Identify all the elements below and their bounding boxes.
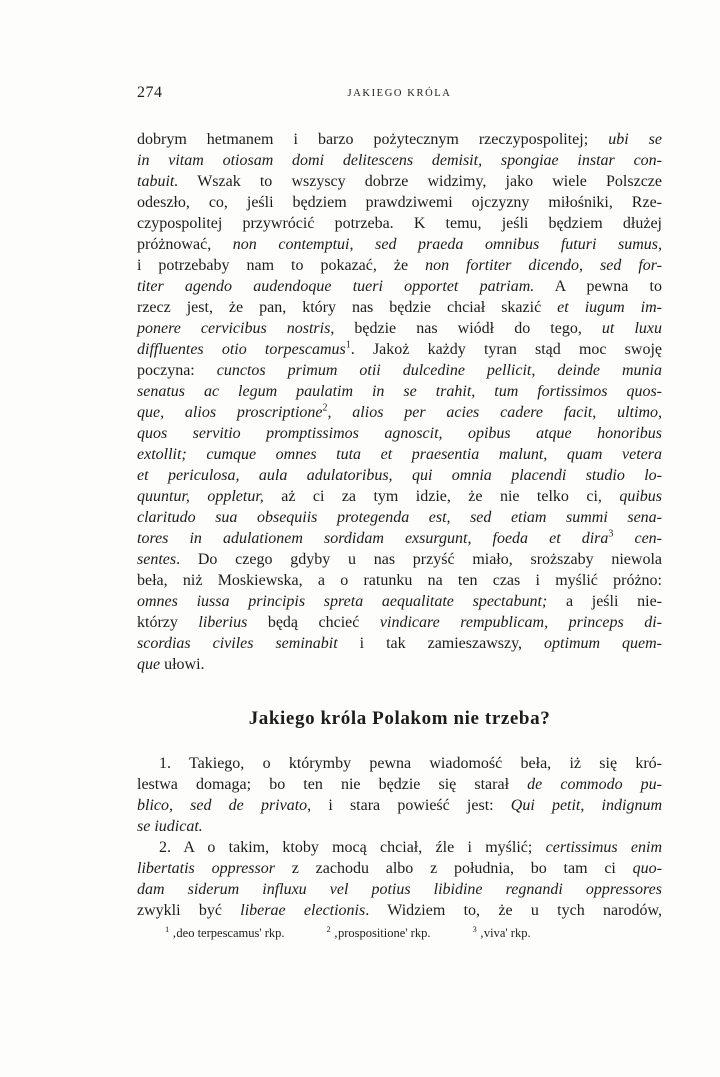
text-line: czypospolitej przywrócić potrzeba. K temu, jeśli będziem dłużej bbox=[137, 215, 662, 232]
page-header bbox=[137, 84, 662, 106]
text-line: in vitam otiosam domi delitescens demisit, spongiae instar con- bbox=[137, 152, 662, 169]
text-line: scordias civiles seminabit i tak zamieszawszy, optimum quem- bbox=[137, 635, 663, 652]
body-paragraph-continuation bbox=[137, 129, 662, 675]
text-line: którzy liberius będą chcieć vindicare rempublicam, princeps di- bbox=[137, 614, 662, 631]
text-line: i potrzebaby nam to pokazać, że non fortiter dicendo, sed for- bbox=[137, 257, 663, 274]
footnote-2 bbox=[326, 923, 431, 941]
text-line: claritudo sua obsequiis protegenda est, sed etiam summi sena- bbox=[137, 509, 662, 526]
footnote-2-marker: 2 bbox=[326, 923, 331, 934]
footnote-3-marker: 3 bbox=[472, 923, 477, 934]
text-column bbox=[137, 129, 662, 921]
text-line: blico, sed de privato, i stara powieść jest: Qui petit, indignum bbox=[137, 797, 662, 814]
text-line: 2. A o takim, ktoby mocą chciał, źle i myślić; certissimus enim bbox=[159, 839, 662, 856]
text-line: libertatis oppressor z zachodu albo z południa, bo tam ci quo- bbox=[137, 860, 662, 877]
text-line: zwykli być liberae electionis. Widziem to, że u tych narodów, bbox=[137, 902, 662, 919]
text-line: lestwa domaga; bo ten nie będzie się starał de commodo pu- bbox=[137, 776, 663, 793]
text-line: dobrym hetmanem i barzo pożytecznym rzeczypospolitej; ubi se bbox=[137, 131, 662, 148]
text-line: rzecz jest, że pan, który nas będzie chciał skazić et iugum im- bbox=[137, 299, 663, 316]
text-line: odeszło, co, jeśli będziem prawdziwemi ojczyzny miłośniki, Rze- bbox=[137, 194, 662, 211]
footnote-2-text: ‚prospositione' rkp. bbox=[333, 926, 431, 940]
footnotes-row bbox=[137, 923, 662, 941]
running-title: JAKIEGO KRÓLA bbox=[347, 88, 452, 99]
text-line: sentes. Do czego gdyby u nas przyść miało, sroższaby niewola bbox=[137, 551, 662, 568]
text-line: extollit; cumque omnes tuta et praesentia malunt, quam vetera bbox=[137, 446, 662, 463]
text-line: diffluentes otio torpescamus$^1$. Jakoż każdy tyran stąd moc swoję bbox=[137, 339, 662, 358]
text-line: próżnować, non contemptui, sed praeda omnibus futuri sumus, bbox=[137, 236, 662, 253]
footnote-1-marker: 1 bbox=[165, 923, 170, 934]
text-line: titer agendo audendoque tueri opportet patriam. A pewna to bbox=[137, 278, 662, 295]
text-line: senatus ac legum paulatim in se trahit, tum fortissimos quos- bbox=[137, 383, 662, 400]
text-line: que ułowi. bbox=[137, 656, 205, 673]
footnote-3 bbox=[472, 923, 531, 941]
body-paragraph-2 bbox=[137, 837, 662, 921]
text-line: se iudicat. bbox=[137, 818, 203, 835]
text-line: tores in adulationem sordidam exsurgunt, foeda et dira$^3$ cen- bbox=[137, 528, 662, 547]
footnote-3-text: ‚viva' rkp. bbox=[479, 926, 531, 940]
section-heading: Jakiego króla Polakom nie trzeba? bbox=[248, 708, 551, 729]
footnote-1 bbox=[165, 923, 285, 941]
text-line: que, alios proscriptione$^2$, alios per acies cadere facit, ultimo, bbox=[137, 402, 662, 421]
text-line: et periculosa, aula adulatoribus, qui omnia placendi studio lo- bbox=[137, 467, 662, 484]
text-line: omnes iussa principis spreta aequalitate spectabunt; a jeśli nie- bbox=[137, 593, 663, 610]
footnote-1-text: ‚deo terpescamus' rkp. bbox=[172, 926, 285, 940]
text-line: ponere cervicibus nostris, będzie nas wiódł do tego, ut luxu bbox=[137, 320, 662, 337]
text-line: dam siderum influxu vel potius libidine regnandi oppressores bbox=[137, 881, 662, 898]
body-paragraph-1 bbox=[137, 753, 662, 837]
page-number: 274 bbox=[137, 84, 163, 101]
text-line: tabuit. Wszak to wszyscy dobrze widzimy, jako wiele Polszcze bbox=[137, 173, 662, 190]
text-line: poczyna: cunctos primum otii dulcedine pellicit, deinde munia bbox=[137, 362, 663, 379]
text-line: quuntur, oppletur, aż ci za tym idzie, że nie telko ci, quibus bbox=[137, 488, 662, 505]
text-line: 1. Takiego, o którymby pewna wiadomość beła, iż się kró- bbox=[159, 755, 662, 772]
text-line: quos servitio promptissimos agnoscit, opibus atque honoribus bbox=[137, 425, 662, 442]
text-line: beła, niż Moskiewska, a o ratunku na ten czas i myślić próżno: bbox=[137, 572, 662, 589]
